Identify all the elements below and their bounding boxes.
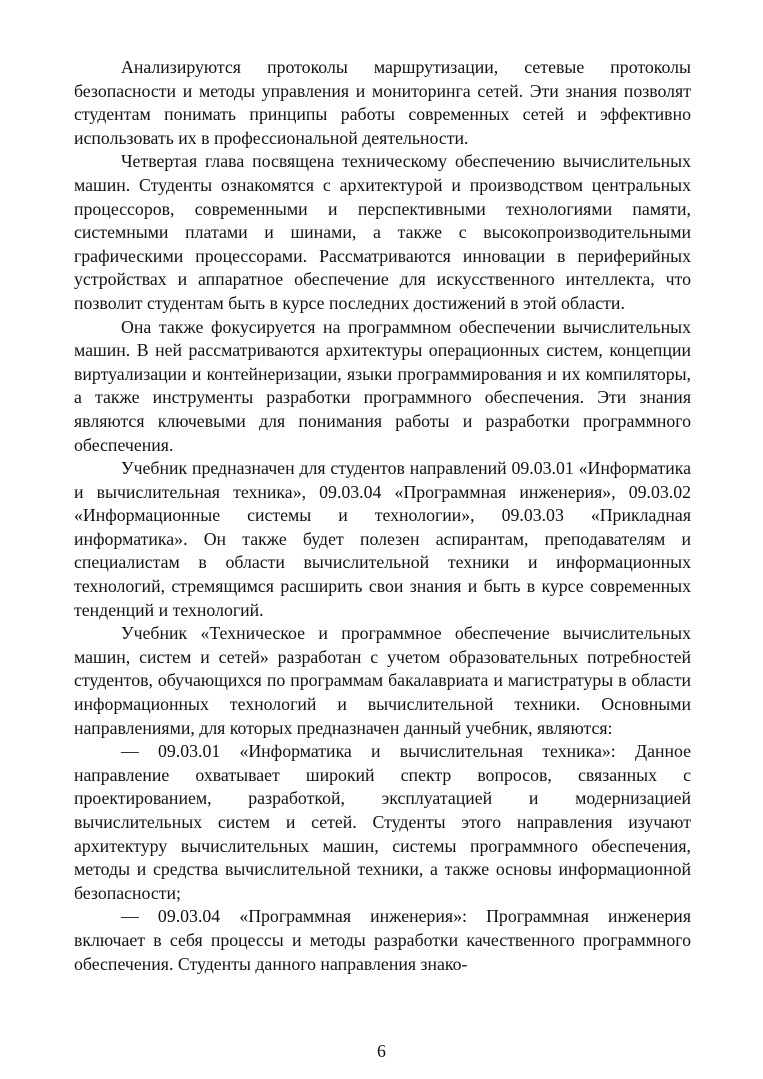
paragraph-software: Она также фокусируется на программном обеспечении вычислительных машин. В ней рассматриваются архитектуры операционных систем, концепции виртуализации и контейнеризации, языки программирования и их компиляторы, а также инструменты разработки программного обеспечения. Эти знания являются ключевыми для понимания работы и разработки программного обеспечения. bbox=[74, 316, 691, 455]
paragraph-textbook-purpose: Учебник «Техническое и программное обеспечение вычислительных машин, систем и сетей» разработан с учетом образовательных потребностей студентов, обучающихся по программам бакалавриата и магистратуры в области информационных технологий и вычислительной техники. Основными направлениями, для которых предназначен данный учебник, являются: bbox=[74, 623, 691, 738]
page-number: 6 bbox=[377, 1041, 386, 1061]
paragraph-audience: Учебник предназначен для студентов направлений 09.03.01 «Информатика и вычислительная техника», 09.03.04 «Программная инженерия», 09.03.02 «Информационные системы и технологии», 09.03.03 «Прикладная информатика». Он также будет полезен аспирантам, преподавателям и специалистам в области вычислительной техники и информационных технологий, стремящимся расширить свои знания и быть в курсе современных тенденций и технологий. bbox=[74, 458, 691, 620]
list-item-09-03-04: — 09.03.04 «Программная инженерия»: Программная инженерия включает в себя процессы и методы разработки качественного программного обеспечения. Студенты данного направления знако- bbox=[74, 906, 691, 974]
paragraph-networks: Анализируются протоколы маршрутизации, сетевые протоколы безопасности и методы управления и мониторинга сетей. Эти знания позволят студентам понимать принципы работы современных сетей и эффективно использовать их в профессиональной деятельности. bbox=[74, 57, 691, 148]
list-item-09-03-01: — 09.03.01 «Информатика и вычислительная техника»: Данное направление охватывает широкий спектр вопросов, связанных с проектированием, разработкой, эксплуатацией и модернизацией вычислительных систем и сетей. Студенты этого направления изучают архитектуру вычислительных машин, системы программного обеспечения, методы и средства вычислительной техники, а также основы информационной безопасности; bbox=[74, 741, 691, 903]
paragraph-hardware-chapter: Четвертая глава посвящена техническому обеспечению вычислительных машин. Студенты ознакомятся с архитектурой и производством центральных процессоров, современными и перспективными технологиями памяти, системными платами и шинами, а также с высокопроизводительными графическими процессорами. Рассматриваются инновации в периферийных устройствах и аппаратное обеспечение для искусственного интеллекта, что позволит студентам быть в курсе последних достижений в этой области. bbox=[74, 151, 691, 313]
